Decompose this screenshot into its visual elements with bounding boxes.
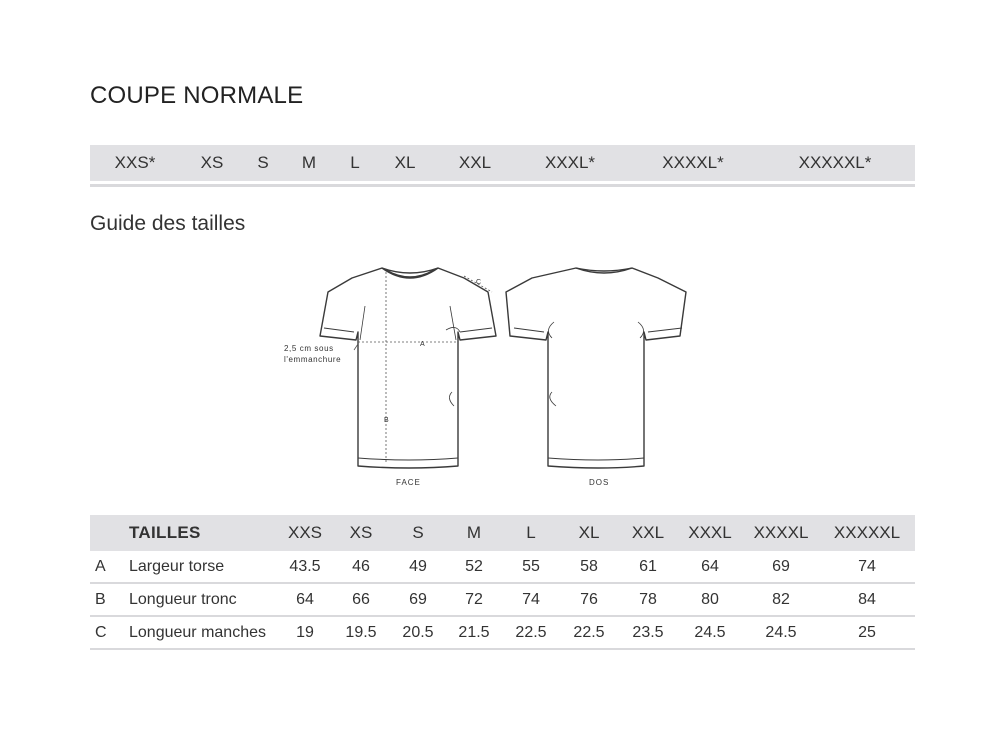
column-header: XXL	[631, 523, 665, 542]
table-cell: 55	[522, 557, 540, 575]
row-label: Longueur tronc	[129, 590, 237, 608]
tshirt-diagram	[270, 258, 710, 494]
table-cell: 20.5	[402, 623, 434, 641]
size-label: M	[301, 153, 317, 172]
column-header: XXXL	[688, 523, 732, 542]
front-label: FACE	[396, 478, 421, 487]
table-cell: 43.5	[289, 557, 321, 575]
table-cell: 23.5	[632, 623, 664, 641]
size-label: XL	[394, 153, 416, 172]
size-label: XXXL*	[544, 153, 596, 172]
table-cell: 19.5	[345, 623, 377, 641]
table-cell: 24.5	[765, 623, 797, 641]
table-cell: 64	[296, 590, 314, 608]
table-cell: 69	[772, 557, 790, 575]
table-cell: 78	[639, 590, 657, 608]
column-header: M	[466, 523, 482, 542]
table-cell: 49	[409, 557, 427, 575]
size-label: XXXXL*	[662, 153, 724, 172]
back-label: DOS	[589, 478, 610, 487]
armhole-note-line2: l'emmanchure	[284, 355, 342, 364]
table-cell: 80	[701, 590, 719, 608]
column-header: XXXXL	[753, 523, 809, 542]
table-cell: 22.5	[515, 623, 547, 641]
armhole-note-line1: 2,5 cm sous	[284, 344, 334, 353]
table-cell: 74	[858, 557, 876, 575]
size-label: S	[257, 153, 269, 172]
table-cell: 46	[352, 557, 370, 575]
table-row	[90, 617, 915, 650]
column-header: XXS	[287, 523, 323, 542]
table-header	[90, 515, 915, 551]
row-key: A	[95, 557, 106, 575]
table-row	[90, 584, 915, 617]
table-cell: 19	[296, 623, 314, 641]
section-subtitle: Guide des tailles	[90, 212, 246, 235]
table-cell: 21.5	[458, 623, 490, 641]
table-cell: 24.5	[694, 623, 726, 641]
table-cell: 72	[465, 590, 483, 608]
table-cell: 76	[580, 590, 598, 608]
row-label: Longueur manches	[129, 623, 266, 641]
size-table	[90, 515, 915, 650]
column-header: XS	[349, 523, 373, 542]
tshirt-back-outline	[506, 268, 686, 468]
table-cell: 25	[858, 623, 876, 641]
size-label: XXXXXL*	[798, 153, 872, 172]
table-cell: 52	[465, 557, 483, 575]
row-label: Largeur torse	[129, 557, 225, 575]
tshirt-front-outline	[320, 268, 496, 468]
table-cell: 58	[580, 557, 598, 575]
column-header: XXXXXL	[833, 523, 901, 542]
mark-c: C	[476, 279, 482, 286]
row-key: C	[95, 623, 107, 641]
size-bar	[90, 145, 915, 184]
table-cell: 69	[409, 590, 427, 608]
table-cell: 84	[858, 590, 876, 608]
column-header: L	[526, 523, 536, 542]
table-cell: 66	[352, 590, 370, 608]
size-label: L	[350, 153, 360, 172]
header-label: TAILLES	[129, 523, 201, 542]
mark-b: B	[384, 417, 389, 424]
table-cell: 22.5	[573, 623, 605, 641]
row-key: B	[95, 590, 106, 608]
size-label: XXS*	[114, 153, 156, 172]
table-cell: 74	[522, 590, 540, 608]
table-cell: 82	[772, 590, 790, 608]
column-header: XL	[578, 523, 600, 542]
page-title: COUPE NORMALE	[90, 82, 304, 109]
table-cell: 61	[639, 557, 657, 575]
size-label: XXL	[458, 153, 492, 172]
table-row	[90, 551, 915, 584]
column-header: S	[412, 523, 424, 542]
mark-a: A	[420, 341, 425, 348]
size-label: XS	[200, 153, 224, 172]
table-cell: 64	[701, 557, 719, 575]
